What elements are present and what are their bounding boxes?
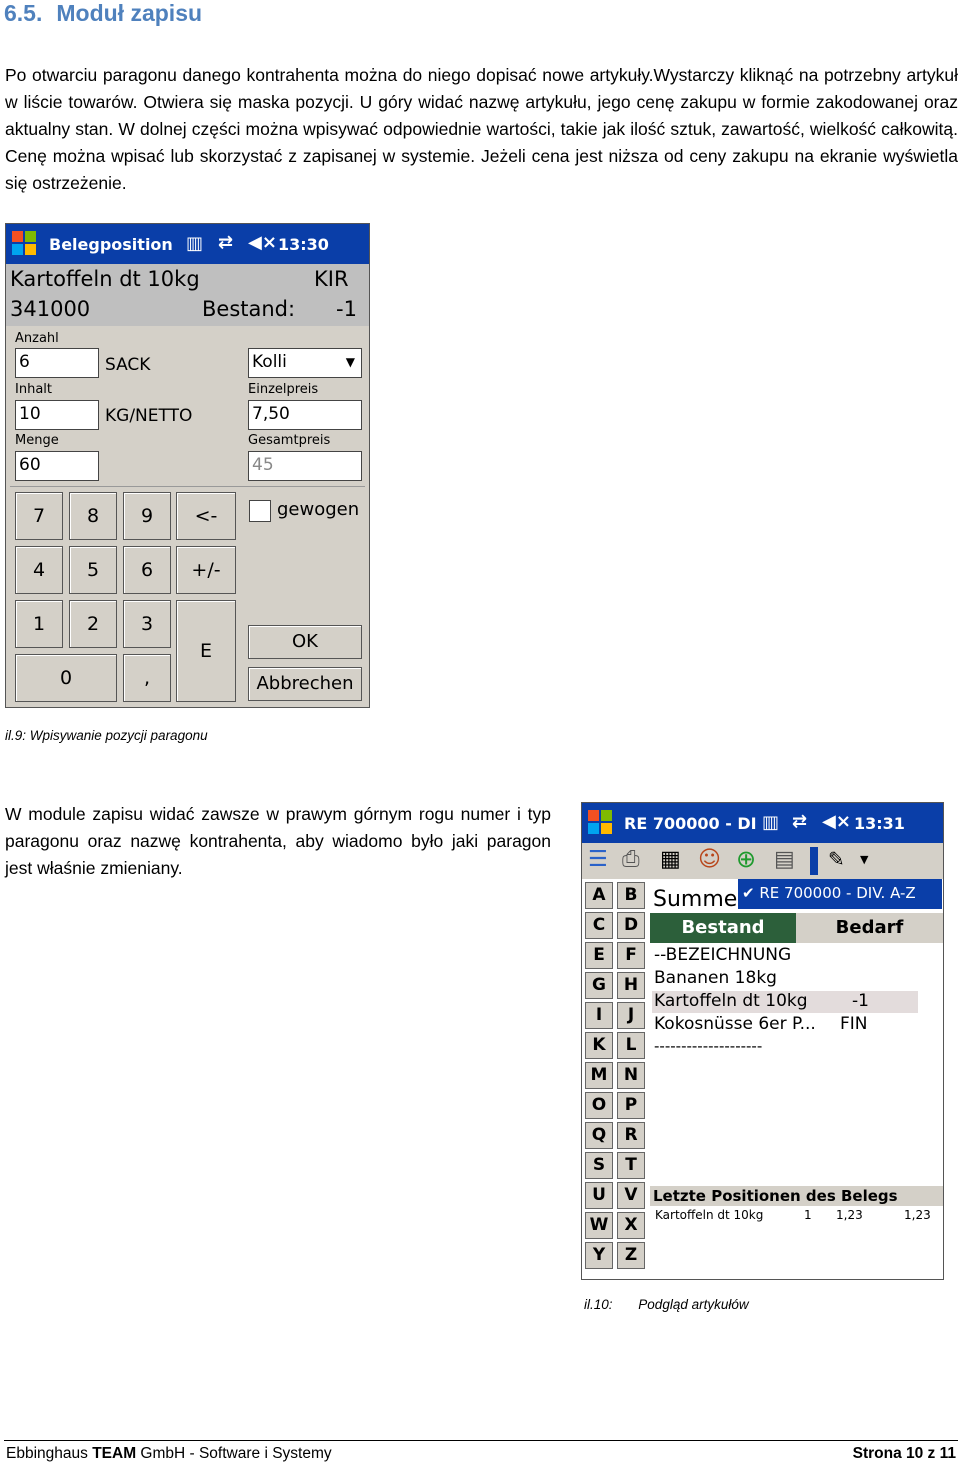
inhalt-label: Inhalt bbox=[15, 382, 52, 397]
paragraph-1: Po otwarciu paragonu danego kontrahenta można do niego dopisać nowe artykuły.Wystarczy kliknąć na potrzebny artykuł w liście towarów. Otwiera się maska pozycji. U góry widać nazwę artykułu, jego cenę zakupu w formie zakodowanej oraz aktualny stan. W dolnej części można wpisywać odpowiednie wartości, takie jak ilość sztuk, zawartość, wielkość całkowitą. Cenę można wpisać lub skorzystać z zapisanej w systemie. Jeżeli cena jest niższa od ceny zakupu na ekranie wyświetla się ostrzeżenie. bbox=[5, 65, 958, 193]
letter-index bbox=[582, 879, 650, 1279]
summe-label: Summe bbox=[653, 887, 738, 912]
inhalt-input[interactable]: 10 bbox=[15, 400, 99, 430]
connectivity-icon[interactable]: ⇄ bbox=[218, 232, 234, 253]
key-1[interactable]: 1 bbox=[15, 600, 63, 648]
recent-position-row[interactable] bbox=[650, 1208, 943, 1228]
menge-label: Menge bbox=[15, 433, 59, 448]
key-2[interactable]: 2 bbox=[69, 600, 117, 648]
user-icon[interactable]: ☺ bbox=[698, 847, 721, 872]
edit-pencil-icon[interactable]: ✎ bbox=[828, 847, 845, 871]
letter-l[interactable]: L bbox=[617, 1032, 645, 1059]
letter-n[interactable]: N bbox=[617, 1062, 645, 1089]
key-6[interactable]: 6 bbox=[123, 546, 171, 594]
clock: 13:31 bbox=[854, 814, 905, 833]
caption-label: il.10: bbox=[584, 1297, 613, 1312]
key-enter[interactable]: E bbox=[176, 600, 236, 702]
letter-x[interactable]: X bbox=[617, 1212, 645, 1239]
ok-button[interactable]: OK bbox=[248, 625, 362, 659]
screenshot-article-list bbox=[581, 802, 944, 1280]
letter-z[interactable]: Z bbox=[617, 1242, 645, 1269]
recent-price: 1,23 bbox=[836, 1208, 863, 1222]
key-plus-minus[interactable]: +/- bbox=[176, 546, 236, 594]
connectivity-icon[interactable]: ⇄ bbox=[792, 811, 808, 832]
recent-qty: 1 bbox=[804, 1208, 812, 1222]
anzahl-input[interactable]: 6 bbox=[15, 348, 99, 378]
anzahl-unit: SACK bbox=[105, 355, 151, 375]
gewogen-checkbox[interactable] bbox=[249, 500, 271, 522]
recent-total: 1,23 bbox=[904, 1208, 931, 1222]
list-item-name: Kartoffeln dt 10kg bbox=[654, 991, 808, 1011]
key-backspace[interactable]: <- bbox=[176, 492, 236, 540]
footer-company bbox=[6, 1445, 332, 1463]
key-5[interactable]: 5 bbox=[69, 546, 117, 594]
letter-f[interactable]: F bbox=[617, 942, 645, 969]
price-code: KIR bbox=[314, 267, 349, 291]
list-item[interactable] bbox=[654, 968, 777, 988]
recent-name: Kartoffeln dt 10kg bbox=[655, 1208, 764, 1222]
tab-bedarf[interactable]: Bedarf bbox=[796, 913, 943, 943]
packaging-select[interactable] bbox=[248, 348, 362, 378]
einzelpreis-input[interactable]: 7,50 bbox=[248, 400, 362, 430]
list-item-name: Kokosnüsse 6er P... bbox=[654, 1014, 816, 1034]
list-item-value: -1 bbox=[852, 991, 869, 1011]
letter-s[interactable]: S bbox=[585, 1152, 613, 1179]
key-9[interactable]: 9 bbox=[123, 492, 171, 540]
chevron-down-icon: ▼ bbox=[345, 355, 355, 369]
keyboard-icon[interactable]: ▥ bbox=[186, 233, 204, 254]
footer-divider bbox=[4, 1440, 958, 1441]
letter-q[interactable]: Q bbox=[585, 1122, 613, 1149]
toolbar bbox=[582, 843, 943, 879]
window-title: RE 700000 - DI bbox=[624, 814, 757, 833]
list-item[interactable] bbox=[654, 1037, 762, 1055]
document-dropdown[interactable] bbox=[738, 879, 942, 909]
article-number: 341000 bbox=[10, 297, 91, 321]
stock-value: -1 bbox=[336, 297, 357, 321]
menge-input[interactable]: 60 bbox=[15, 451, 99, 481]
company-post: GmbH - Software i Systemy bbox=[136, 1445, 332, 1462]
letter-e[interactable]: E bbox=[585, 942, 613, 969]
volume-icon[interactable]: ◀× bbox=[822, 811, 851, 832]
article-name: Kartoffeln dt 10kg bbox=[10, 267, 200, 291]
letter-h[interactable]: H bbox=[617, 972, 645, 999]
menu-icon[interactable]: ☰ bbox=[588, 847, 608, 872]
add-icon[interactable]: ⊕ bbox=[736, 845, 757, 873]
section-heading bbox=[4, 0, 202, 27]
stock-label: Bestand: bbox=[202, 297, 296, 321]
letter-b[interactable]: B bbox=[617, 882, 645, 909]
figure-caption-9: il.9: Wpisywanie pozycji paragonu bbox=[5, 728, 208, 743]
letter-y[interactable]: Y bbox=[585, 1242, 613, 1269]
letter-w[interactable]: W bbox=[585, 1212, 613, 1239]
window-title: Belegposition bbox=[49, 235, 173, 254]
gesamtpreis-input: 45 bbox=[248, 451, 362, 481]
recent-positions-header: Letzte Positionen des Belegs bbox=[650, 1186, 943, 1206]
chevron-down-icon[interactable]: ▼ bbox=[860, 853, 869, 866]
gesamtpreis-label: Gesamtpreis bbox=[248, 433, 331, 448]
letter-i[interactable]: I bbox=[585, 1002, 613, 1029]
caption-text: Podgląd artykułów bbox=[638, 1297, 749, 1312]
letter-v[interactable]: V bbox=[617, 1182, 645, 1209]
packaging-value: Kolli bbox=[252, 352, 287, 372]
key-comma[interactable]: , bbox=[123, 654, 171, 702]
letter-g[interactable]: G bbox=[585, 972, 613, 999]
letter-d[interactable]: D bbox=[617, 912, 645, 939]
dropdown-item: RE 700000 - DIV. A-Z bbox=[759, 884, 916, 902]
keyboard-icon[interactable]: ▥ bbox=[762, 812, 780, 833]
volume-icon[interactable]: ◀× bbox=[248, 232, 277, 253]
list-item-name: --BEZEICHNUNG bbox=[654, 945, 792, 965]
barcode-scan-icon[interactable]: ▦ bbox=[660, 847, 681, 872]
article-list bbox=[650, 945, 943, 1181]
page-number: Strona 10 z 11 bbox=[852, 1445, 956, 1462]
list-item-name: Bananen 18kg bbox=[654, 968, 777, 988]
einzelpreis-label: Einzelpreis bbox=[248, 382, 319, 397]
windows-start-icon[interactable] bbox=[12, 231, 38, 257]
letter-o[interactable]: O bbox=[585, 1092, 613, 1119]
section-title: Moduł zapisu bbox=[56, 0, 203, 26]
key-4[interactable]: 4 bbox=[15, 546, 63, 594]
key-8[interactable]: 8 bbox=[69, 492, 117, 540]
inhalt-unit: KG/NETTO bbox=[105, 406, 193, 426]
paragraph-2: W module zapisu widać zawsze w prawym górnym rogu numer i typ paragonu oraz nazwę kontrahenta, aby wiadomo było jaki paragon jest właśnie zmieniany. bbox=[5, 804, 551, 878]
letter-u[interactable]: U bbox=[585, 1182, 613, 1209]
letter-k[interactable]: K bbox=[585, 1032, 613, 1059]
list-item-name: -------------------- bbox=[654, 1037, 763, 1055]
article-header bbox=[6, 264, 369, 326]
cancel-button[interactable]: Abbrechen bbox=[248, 667, 362, 701]
check-icon: ✔ bbox=[742, 884, 755, 902]
printer-icon[interactable]: ⎙ bbox=[622, 847, 640, 872]
windows-start-icon[interactable] bbox=[588, 810, 614, 836]
letter-r[interactable]: R bbox=[617, 1122, 645, 1149]
gewogen-label: gewogen bbox=[277, 499, 360, 520]
letter-p[interactable]: P bbox=[617, 1092, 645, 1119]
toolbar-separator bbox=[810, 847, 818, 875]
clock: 13:30 bbox=[278, 235, 329, 254]
key-0[interactable]: 0 bbox=[15, 654, 117, 702]
key-7[interactable]: 7 bbox=[15, 492, 63, 540]
list-item[interactable] bbox=[654, 1014, 920, 1034]
company-pre: Ebbinghaus bbox=[6, 1445, 93, 1462]
divider bbox=[10, 486, 365, 487]
figure-caption-10 bbox=[584, 1297, 749, 1312]
letter-m[interactable]: M bbox=[585, 1062, 613, 1089]
letter-a[interactable]: A bbox=[585, 882, 613, 909]
letter-t[interactable]: T bbox=[617, 1152, 645, 1179]
section-number: 6.5. bbox=[4, 0, 43, 26]
title-bar bbox=[6, 224, 369, 264]
key-3[interactable]: 3 bbox=[123, 600, 171, 648]
company-bold: TEAM bbox=[92, 1445, 137, 1462]
list-item[interactable] bbox=[654, 945, 791, 965]
title-bar bbox=[582, 803, 943, 843]
list-item-value: FIN bbox=[840, 1014, 868, 1034]
letter-c[interactable]: C bbox=[585, 912, 613, 939]
screenshot-belegposition bbox=[5, 223, 370, 708]
list-item-selected[interactable] bbox=[652, 991, 918, 1013]
anzahl-label: Anzahl bbox=[15, 331, 59, 346]
letter-j[interactable]: J bbox=[617, 1002, 645, 1029]
tab-bestand[interactable]: Bestand bbox=[650, 913, 796, 943]
list-icon[interactable]: ▤ bbox=[774, 847, 795, 872]
